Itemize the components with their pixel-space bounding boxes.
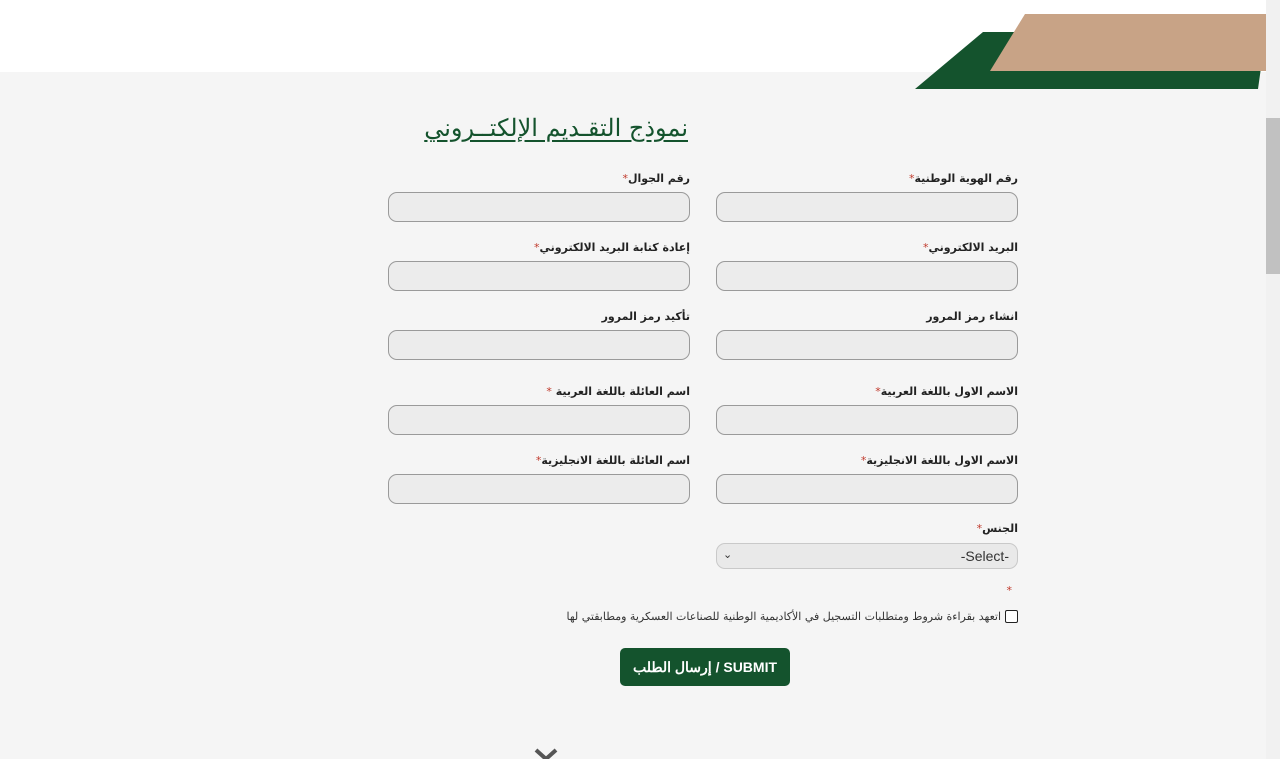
first-name-ar-input[interactable]	[716, 405, 1018, 435]
consent-required-mark: *	[1006, 584, 1012, 597]
family-name-en-label: اسم العائلة باللغة الانجليزية*	[535, 454, 690, 467]
mobile-field-group	[386, 172, 690, 222]
password-label: انشاء رمز المرور	[926, 310, 1018, 323]
banner-tan-stripe	[990, 14, 1266, 71]
email-label: البريد الالكتروني*	[923, 241, 1018, 254]
email-confirm-label: إعادة كتابة البريد الالكتروني*	[534, 241, 690, 254]
first-name-en-input[interactable]	[716, 474, 1018, 504]
family-name-ar-label: اسم العائلة باللغة العربية *	[546, 385, 690, 398]
password-confirm-label: تأكيد رمز المرور	[601, 310, 690, 323]
submit-button[interactable]: إرسال الطلب / SUBMIT	[620, 648, 790, 686]
family-name-en-field-group	[386, 454, 690, 504]
header-banner-graphic	[900, 0, 1266, 92]
password-field-group	[714, 310, 1018, 360]
consent-checkbox[interactable]	[1005, 610, 1018, 623]
email-field-group	[714, 241, 1018, 291]
mobile-label: رقم الجوال*	[622, 172, 690, 185]
email-input[interactable]	[716, 261, 1018, 291]
consent-text: اتعهد بقراءة شروط ومتطلبات التسجيل في الأكاديمية الوطنية للصناعات العسكرية ومطابقتي لها	[566, 610, 1001, 623]
first-name-en-field-group	[714, 454, 1018, 504]
page-title: نموذج التقـديم الإلكتــروني	[424, 114, 688, 142]
password-input[interactable]	[716, 330, 1018, 360]
national-id-label: رقم الهوية الوطنية*	[909, 172, 1018, 185]
email-confirm-field-group	[386, 241, 690, 291]
email-confirm-input[interactable]	[388, 261, 690, 291]
password-confirm-field-group	[386, 310, 690, 360]
national-id-input[interactable]	[716, 192, 1018, 222]
page-scrollbar[interactable]	[1266, 0, 1280, 759]
scrollbar-thumb[interactable]	[1266, 118, 1280, 274]
national-id-field-group	[714, 172, 1018, 222]
gender-label: الجنس*	[976, 522, 1018, 535]
mobile-input[interactable]	[388, 192, 690, 222]
family-name-en-input[interactable]	[388, 474, 690, 504]
family-name-ar-input[interactable]	[388, 405, 690, 435]
first-name-en-label: الاسم الاول باللغة الانجليزية*	[860, 454, 1018, 467]
first-name-ar-field-group	[714, 385, 1018, 435]
close-icon[interactable]	[533, 740, 559, 759]
gender-select-value: -Select-	[960, 548, 1009, 564]
password-confirm-input[interactable]	[388, 330, 690, 360]
family-name-ar-field-group	[386, 385, 690, 435]
chevron-down-icon: ⌄	[723, 549, 733, 561]
first-name-ar-label: الاسم الاول باللغة العربية*	[875, 385, 1018, 398]
consent-row	[566, 610, 1018, 623]
gender-select[interactable]	[716, 543, 1018, 569]
